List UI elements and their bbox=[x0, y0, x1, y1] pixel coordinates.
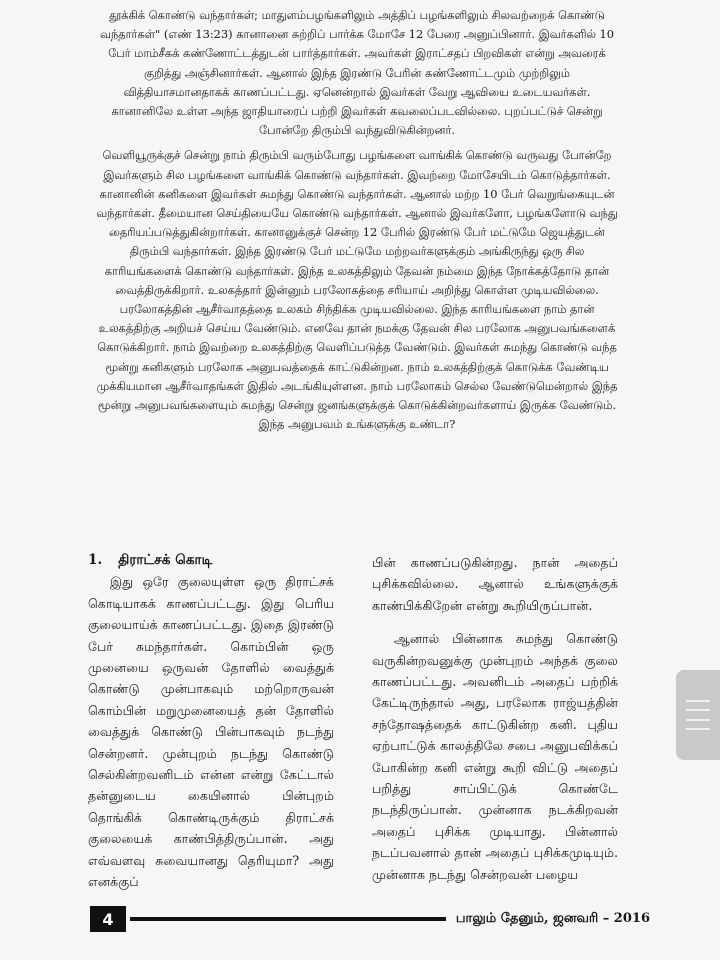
right-column bbox=[372, 552, 618, 885]
page-number: 4 bbox=[90, 906, 126, 932]
issue-label: பாலும் தேனும், ஜனவரி – 2016 bbox=[446, 908, 650, 930]
intro-text-block bbox=[96, 6, 618, 434]
section-title: திராட்சக் கொடி bbox=[118, 552, 213, 568]
right-column-paragraph-2: ஆனால் பின்னாக சுமந்து கொண்டு வருகின்றவனுக்கு முன்புறம் அந்தக் குலை காணப்பட்டது. அவனிடம் அதைப் பற்றிக் கேட்டிருந்தால் அது, பரலோக ராஜ்யத்தின் சந்தோஷத்தைக் காட்டுகின்ற கனி. புதிய ஏற்பாட்டுக் காலத்திலே சபை அனுபவிக்கப் போகின்ற கனி என்று கூறி விட்டு அதைப் பறித்து சாப்பிட்டுக் கொண்டே நடந்திருப்பான். முன்னாக நடக்கிறவன் அதைப் புசிக்க முடியாது. பின்னால் நடப்பவனால் தான் அதைப் புசிக்கமுடியும். முன்னாக நடந்து சென்றவன் பழைய bbox=[372, 631, 618, 882]
intro-paragraph-2: வெளியூருக்குச் சென்று நாம் திரும்பி வரும்போது பழங்களை வாங்கிக் கொண்டு வருவது போன்றே இவர்களும் சில பழங்களை வாங்கிக் கொண்டு வந்தார்கள். இவற்றை மோசேயிடம் கொடுத்தார்கள். கானானின் கனிகளை இவர்கள் சுமந்து கொண்டு வந்தார்கள். ஆனால் மற்ற 10 பேர் வெறுங்கையுடன் வந்தார்கள். தீமையான செய்தியையே கொண்டு வந்தார்கள். ஆனால் இவர்களோ, பழங்களோடு வந்து தைரியப்படுத்துகின்றார்கள். கானானுக்குச் சென்ற 12 பேரில் இரண்டு பேர் மட்டுமே ஜெயத்துடன் திரும்பி வந்தார்கள். இந்த இரண்டு பேர் மட்டுமே மற்றவர்களுக்கும் அங்கிருந்து ஒரு சில காரியங்களைக் கொண்டு வந்தார்கள். இந்த உலகத்திலும் தேவன் நம்மை இந்த நோக்கத்தோடு தான் வைத்திருக்கிறார். உலகத்தார் இன்னும் பரலோகத்தை சரியாய் அறிந்து கொள்ள முடியவில்லை. பரலோகத்தின் ஆசீர்வாதத்தை உலகம் சிந்திக்க முடியவில்லை. இந்த காரியங்களை நாம் தான் உலகத்திற்கு அறியச் செய்ய வேண்டும். எனவே தான் நமக்கு தேவன் சில பரலோக அனுபவங்களைக் கொடுக்கிறார். நாம் இவற்றை உலகத்திற்கு வெளிப்படுத்த வேண்டும். இவர்கள் சுமந்து கொண்டு வந்த மூன்று கனிகளும் பரலோக அனுபவத்தைக் காட்டுகின்றன. நாம் உலகத்திற்குக் கொடுக்க வேண்டிய முக்கியமான ஆசீர்வாதங்கள் இதில் அடங்கியுள்ளன. நாம் பரலோகம் செல்ல வேண்டுமென்றால் இந்த மூன்று அனுபவங்களையும் சுமந்து சென்று ஜனங்களுக்குக் கொடுக்கின்றவர்களாய் இருக்க வேண்டும். இந்த அனுபவம் உங்களுக்கு உண்டா? bbox=[96, 148, 618, 432]
left-column bbox=[88, 550, 334, 893]
section-number: 1. bbox=[88, 552, 103, 568]
grip-lines-icon bbox=[686, 700, 710, 730]
left-column-paragraph: இது ஒரே குலையுள்ள ஒரு திராட்சக் கொடியாகக் காணப்பட்டது. இது பெரிய குலையாய்க் காணப்பட்டது. இதை இரண்டு பேர் சுமந்தார்கள். கொம்பின் ஒரு முனையை ஒருவன் தோளில் வைத்துக் கொண்டு முன்பாகவும் மற்றொருவன் கொம்பின் மறுமுனையைத் தன் தோளில் வைத்துக் கொண்டு பின்பாகவும் நடந்து சென்றனர். முன்புறம் நடந்து கொண்டு செல்கின்றவனிடம் என்ன என்று கேட்டால் தன்னுடைய கையினால் பின்புறம் தொங்கிக் கொண்டிருக்கும் திராட்சக் குலையைக் காண்பித்திருப்பான். அது எவ்வளவு சுவையானது தெரியுமா? அது எனக்குப் bbox=[88, 574, 334, 890]
right-column-paragraph-1: பின் காணப்படுகின்றது. நான் அதைப் புசிக்கவில்லை. ஆனால் உங்களுக்குக் காண்பிக்கிறேன் என்று கூறியிருப்பான். bbox=[372, 555, 618, 613]
side-drag-handle[interactable] bbox=[676, 670, 720, 760]
section-heading bbox=[88, 550, 334, 571]
page-footer bbox=[90, 908, 650, 932]
intro-paragraph-1: தூக்கிக் கொண்டு வந்தார்கள்; மாதுளம்பழங்களிலும் அத்திப் பழங்களிலும் சிலவற்றைக் கொண்டு வந்தார்கள்" (எண் 13:23) கானானை சுற்றிப் பார்க்க மோசே 12 பேரை அனுப்பினார். இவர்களில் 10 பேர் மாம்சீகக் கண்ணோட்டத்துடன் பார்த்தார்கள். அவர்கள் இராட்சதப் பிறவிகள் என்று அவரைக் குறித்து அஞ்சினார்கள். ஆனால் இந்த இரண்டு பேரின் கண்ணோட்டமும் முற்றிலும் வித்தியாசமானதாகக் காணப்பட்டது. ஏனென்றால் இவர்கள் வேறு ஆவியை உடையவர்கள். கானானிலே உள்ள அந்த ஜாதியாரைப் பற்றி இவர்கள் கவலைப்படவில்லை. புறப்பட்டுச் சென்று போன்றே திரும்பி வந்துவிடுகின்றனர். bbox=[99, 8, 615, 138]
